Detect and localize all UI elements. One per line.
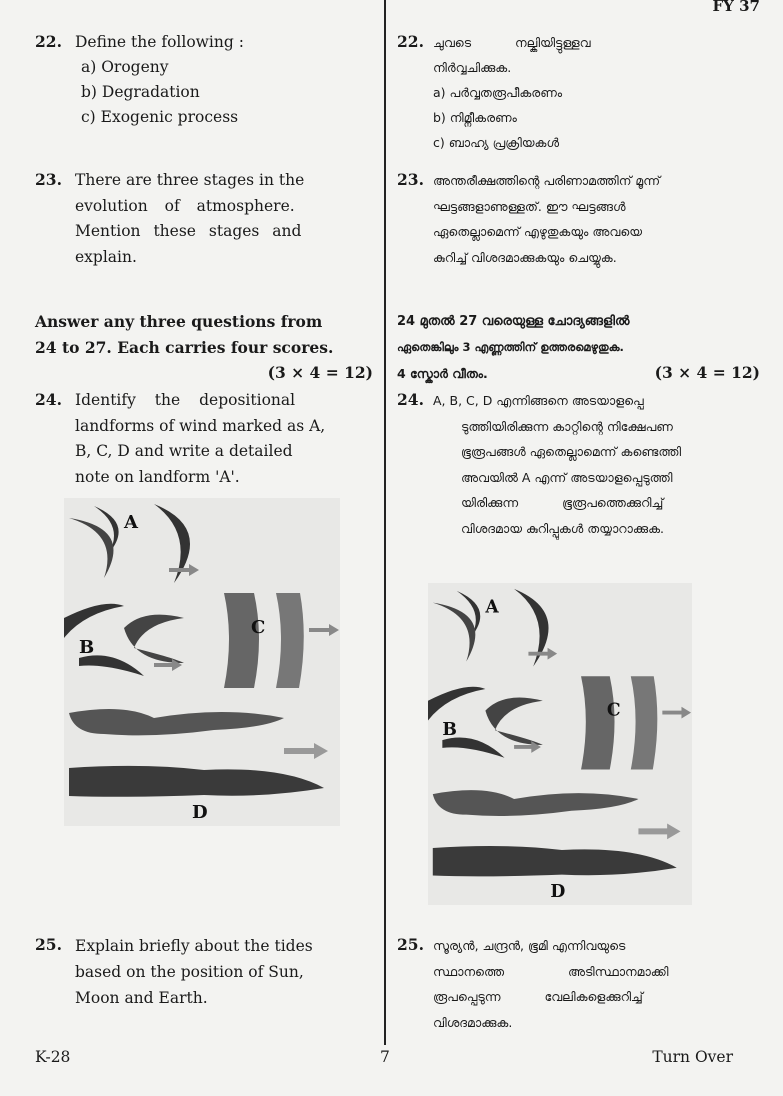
instruction-line: Answer any three questions from: [35, 312, 323, 331]
instruction-line-ml: 24 മുതൽ 27 വരെയുള്ള ചോദ്യങ്ങളിൽ: [397, 314, 630, 329]
q22-item-ml: b) നിമ്നീകരണം: [433, 110, 517, 125]
label-c: C: [606, 700, 621, 721]
line: കുറിച്ച് വിശദമാക്കുകയും ചെയ്യുക.: [433, 249, 617, 265]
line: ചുവടെ നല്കിയിട്ടുള്ളവ: [433, 35, 591, 50]
line: note on landform 'A'.: [75, 467, 240, 486]
turn-over: Turn Over: [652, 1048, 733, 1066]
q24-text-ml: [433, 388, 681, 541]
line: രൂപപ്പെടുന്ന വേലികളെക്കുറിച്ച്: [433, 989, 643, 1004]
marks: (3 × 4 = 12): [267, 363, 373, 382]
line: Moon and Earth.: [75, 989, 208, 1007]
q25-text: [75, 933, 313, 1011]
marks-ml: (3 × 4 = 12): [654, 363, 760, 382]
line: ടുത്തിയിരിക്കുന്ന കാറ്റിന്റെ നിക്ഷേപണ: [461, 418, 673, 434]
paper-code: FY 37: [712, 0, 760, 15]
line: Identify the depositional: [75, 391, 296, 409]
line: സൂര്യൻ, ചന്ദ്രൻ, ഭൂമി എന്നിവയുടെ: [433, 938, 626, 953]
line: A, B, C, D എന്നിങ്ങനെ അടയാളപ്പെ: [433, 393, 644, 408]
landforms-figure-ml: [428, 583, 692, 905]
q23-number-ml: 23.: [397, 170, 424, 189]
q22-item-ml: c) ബാഹ്യ പ്രക്രിയകൾ: [433, 135, 560, 150]
label-a: A: [124, 512, 138, 533]
label-b: B: [442, 719, 457, 741]
line: ഘട്ടങ്ങളാണുള്ളത്. ഈ ഘട്ടങ്ങൾ: [433, 198, 626, 214]
line: There are three stages in the: [75, 171, 305, 189]
label-b: B: [79, 637, 95, 658]
q22-number: 22.: [35, 32, 62, 51]
column-divider: [384, 0, 386, 1045]
q23-text-ml: [433, 168, 660, 270]
line: Explain briefly about the tides: [75, 937, 313, 955]
label-d: D: [192, 802, 208, 823]
q23-number: 23.: [35, 170, 62, 189]
line: Mention these stages and: [75, 222, 302, 240]
line: യിരിക്കുന്ന ഭൂരൂപത്തെക്കുറിച്ച്: [461, 495, 664, 510]
q25-number: 25.: [35, 935, 62, 954]
line: വിശദമാക്കുക.: [433, 1014, 513, 1030]
line: evolution of atmosphere.: [75, 196, 295, 215]
q22-item: b) Degradation: [81, 83, 200, 101]
q22-prompt: Define the following :: [75, 33, 244, 51]
line: B, C, D and write a detailed: [75, 442, 293, 460]
line: ഏതെല്ലാമെന്ന് എഴുതുകയും അവയെ: [433, 224, 643, 239]
line: landforms of wind marked as A,: [75, 416, 326, 435]
line: based on the position of Sun,: [75, 963, 304, 981]
q24-number-ml: 24.: [397, 390, 424, 409]
line: explain.: [75, 247, 137, 266]
page-number: 7: [380, 1048, 390, 1066]
q22-item: a) Orogeny: [81, 58, 169, 76]
line: നിർവ്വചിക്കുക.: [433, 60, 512, 75]
q25-text-ml: [433, 933, 668, 1035]
q24-number: 24.: [35, 390, 62, 409]
line: ഭൂരൂപങ്ങൾ ഏതെല്ലാമെന്ന് കണ്ടെത്തി: [461, 444, 682, 459]
q24-text: [75, 388, 325, 490]
instruction-line-ml: 4 സ്കോർ വീതം.: [397, 366, 488, 381]
instruction-line: 24 to 27. Each carries four scores.: [35, 338, 334, 357]
footer-code: K-28: [35, 1048, 71, 1066]
line: വിശദമായ കുറിപ്പുകൾ തയ്യാറാക്കുക.: [461, 520, 664, 536]
q25-number-ml: 25.: [397, 935, 424, 954]
label-a: A: [485, 597, 499, 618]
instruction-line-ml: ഏതെങ്കിലും 3 എണ്ണത്തിന് ഉത്തരമെഴുതുക.: [397, 340, 624, 354]
q22-number-ml: 22.: [397, 32, 424, 51]
q22-item-ml: a) പർവ്വതരൂപീകരണം: [433, 85, 563, 100]
q22-item: c) Exogenic process: [81, 108, 239, 126]
line: അവയിൽ A എന്ന് അടയാളപ്പെടുത്തി: [461, 469, 673, 485]
label-c: C: [251, 617, 266, 638]
line: അന്തരീക്ഷത്തിന്റെ പരിണാമത്തിന് മൂന്ന്: [433, 173, 661, 188]
landforms-figure: [64, 498, 340, 826]
line: സ്ഥാനത്തെ അടിസ്ഥാനമാക്കി: [433, 963, 669, 979]
label-d: D: [550, 881, 566, 903]
q23-text: [75, 168, 327, 270]
